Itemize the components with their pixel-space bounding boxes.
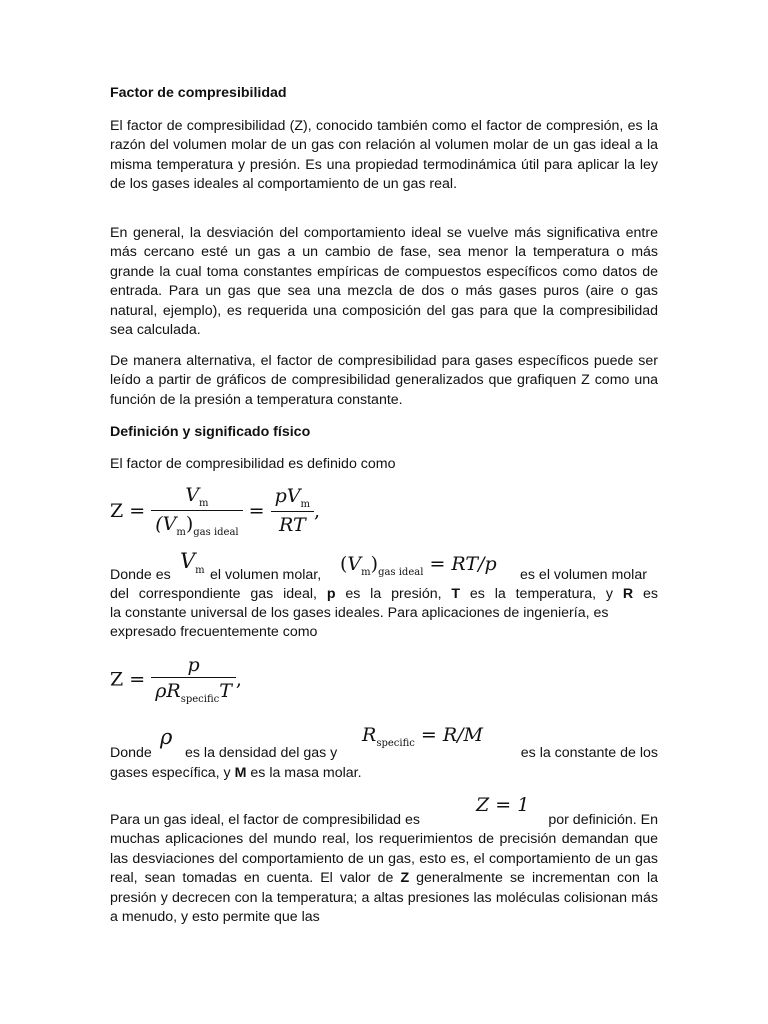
para5-rest-a: muchas aplicaciones del mundo real, los requerimientos de precisión demandan que las desviaciones del comportamiento de un gas, esto es, el comportamiento de un gas real, sean tomadas en cuenta. El valor de (110, 831, 658, 886)
paragraph-definido: El factor de compresibilidad es definido como (110, 456, 396, 472)
inline-math-vm-ideal: $(V_m)_{gas ideal} = RT/p$ (340, 553, 497, 578)
donde2-line2-a: gases específica, y (110, 765, 231, 781)
donde1-vmi-sub2: gas ideal (378, 566, 424, 578)
donde-line-3: la constante universal de los gases ideales. Para aplicaciones de ingeniería, es (110, 605, 609, 621)
inline-math-z1 (476, 794, 529, 816)
donde-line-2 (110, 585, 658, 604)
donde2-b: es la densidad del gas y (185, 745, 338, 761)
donde1-line2-t: T (451, 586, 461, 602)
equation-z-engineering (110, 654, 242, 705)
paragraph-gas-real (110, 830, 658, 928)
donde2-rs-rhs: = R/M (420, 724, 484, 746)
para5-a: Para un gas ideal, el factor de compresibilidad es (110, 812, 420, 828)
para5-rest-b: generalmente se incrementan con la presión y decrecen con la temperatura; a altas presiones las moléculas colisionan más a menudo, y esto permite que las (110, 870, 658, 925)
paragraph-alternativa: De manera alternativa, el factor de compresibilidad para gases específicos puede ser leído a partir de gráficos de compresibilidad generalizados que grafiquen Z como una función de la presión a temperatura constante. (110, 353, 658, 408)
donde1-line2-p: p (326, 586, 336, 602)
eq1-num1-sub: m (199, 497, 209, 509)
donde1-vmi-sub: m (361, 566, 371, 578)
eq1-den1: (V (155, 512, 177, 535)
donde2-rs-sub: specific (376, 737, 415, 749)
eq1-num2-sub: m (300, 499, 311, 511)
donde2-c: es la constante de los (520, 745, 658, 761)
donde1-a: Donde es (110, 567, 171, 583)
donde2-line2-m: M (234, 765, 247, 781)
eq1-num2: pV (274, 485, 301, 508)
eq2-den-sub: specific (180, 693, 220, 705)
eq1-lhs: Z = (110, 499, 146, 522)
heading-definicion: Definición y significado físico (110, 424, 311, 440)
eq1-fraction-1 (151, 484, 242, 538)
eq1-den1-sub2: gas ideal (193, 526, 239, 538)
eq2-tail: , (235, 668, 242, 691)
donde1-line2-d: es (642, 586, 658, 602)
eq2-lhs: Z = (110, 668, 146, 691)
heading-factor-compresibilidad: Factor de compresibilidad (110, 85, 287, 101)
donde2-a-wrap (110, 744, 152, 763)
eq1-den1-close: ) (185, 512, 194, 535)
eq1-num1: V (185, 484, 200, 506)
donde1-c-wrap (520, 566, 647, 585)
eq1-equals: = (248, 499, 265, 522)
inline-math-rho (160, 725, 172, 749)
donde2-line2-b: es la masa molar. (250, 765, 362, 781)
eq2-fraction (151, 654, 236, 705)
paragraph-desviacion: En general, la desviación del comportamiento ideal se vuelve más significativa entre más cercano esté un gas a un cambio de fase, sea menor la temperatura o más grande la cual toma constantes empíricas de compuestos específicos como datos de entrada. Para un gas que sea una mezcla de dos o más gases puros (aire o gas natural, ejemplo), es requerida una composición del gas para que la compresibilidad sea calculada. (110, 225, 658, 339)
donde2-a: Donde (110, 745, 152, 761)
para5-z1: Z = 1 (476, 794, 530, 816)
inline-math-vm (180, 549, 205, 576)
donde1-line2-b: es la presión, (345, 586, 442, 602)
para5-b-wrap (534, 811, 658, 830)
donde1-c: es el volumen molar (520, 567, 647, 583)
eq2-den-t: T (219, 680, 232, 702)
donde1-vm-sub: m (195, 565, 205, 577)
donde2-rs: R (362, 724, 377, 746)
eq2-den: ρR (155, 680, 181, 702)
donde2-line-2 (110, 764, 658, 783)
equation-z-definition (110, 484, 320, 538)
paragraph-intro: El factor de compresibilidad (Z), conocido también como el factor de compresión, es la razón del volumen molar de un gas con relación al volumen molar de un gas ideal a la misma temperatura y presión. Es una propiedad termodinámica útil para aplicar la ley de los gases ideales al comportamiento de un gas real. (110, 118, 658, 193)
donde1-vmi-close: ) (370, 553, 379, 575)
donde-line-4: expresado frecuentemente como (110, 624, 318, 640)
donde2-rho: ρ (160, 725, 173, 749)
inline-math-rspecific (362, 724, 483, 749)
eq1-tail: , (314, 499, 321, 522)
donde1-vm: V (180, 549, 196, 573)
para5-rest-z: Z (400, 870, 410, 886)
donde1-vmi-rhs: = RT/p (429, 553, 497, 575)
donde2-b-wrap (185, 744, 337, 763)
eq1-den2: RT (279, 514, 306, 537)
donde1-line2-r: R (622, 586, 634, 602)
donde1-line2-c: es la temperatura, y (469, 586, 613, 602)
para5-a-wrap (110, 811, 420, 830)
donde1-b: el volumen molar, (210, 567, 322, 583)
donde1-b-wrap (210, 566, 321, 585)
eq1-den1-sub: m (176, 526, 186, 538)
eq2-num: p (187, 654, 200, 676)
donde1-line2-a: del correspondiente gas ideal, (110, 586, 317, 602)
donde2-c-wrap (502, 744, 658, 763)
eq1-fraction-2 (271, 485, 314, 536)
para5-b: por definición. En (548, 812, 658, 828)
